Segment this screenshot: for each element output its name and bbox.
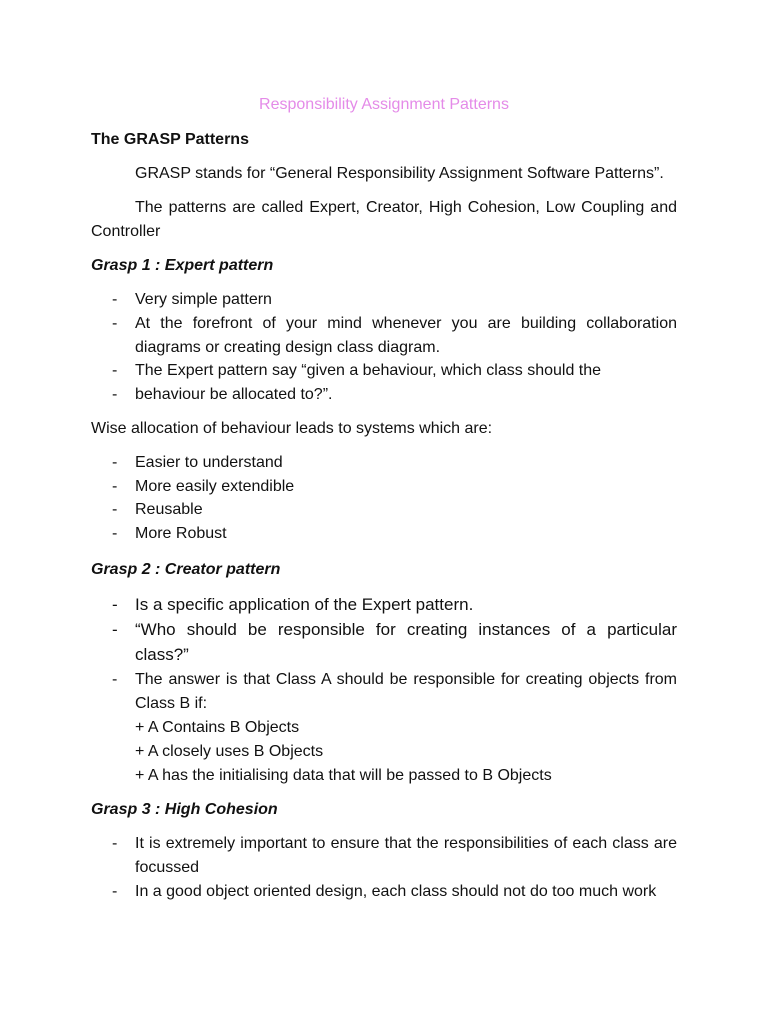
grasp1-heading: Grasp 1 : Expert pattern [91, 257, 274, 274]
bullet-dash: - [112, 835, 118, 852]
list-item-continued: + A has the initialising data that will be passed to B Objects [135, 767, 552, 784]
bullet-dash: - [112, 315, 118, 332]
list-item: At the forefront of your mind whenever you are building collaboration [135, 315, 677, 332]
bullet-dash: - [112, 883, 118, 900]
bullet-dash: - [112, 620, 118, 639]
list-item: The Expert pattern say “given a behaviour, which class should the [135, 362, 602, 379]
list-item: In a good object oriented design, each class should not do too much work [135, 883, 657, 900]
grasp-definition: GRASP stands for “General Responsibility Assignment Software Patterns”. [135, 165, 664, 182]
bullet-dash: - [112, 386, 118, 403]
list-item: More Robust [135, 525, 227, 542]
list-item: It is extremely important to ensure that the responsibilities of each class are [135, 835, 677, 852]
section-heading: The GRASP Patterns [91, 131, 249, 148]
list-item-continued: focussed [135, 859, 200, 876]
list-item-continued: + A closely uses B Objects [135, 743, 324, 760]
bullet-dash: - [112, 671, 118, 688]
list-item-continued: Class B if: [135, 695, 208, 712]
bullet-dash: - [112, 478, 118, 495]
list-item: Is a specific application of the Expert pattern. [135, 595, 474, 614]
bullet-dash: - [112, 501, 118, 518]
list-item-continued: + A Contains B Objects [135, 719, 300, 736]
page-title: Responsibility Assignment Patterns [259, 96, 509, 113]
list-item: behaviour be allocated to?”. [135, 386, 333, 403]
bullet-dash: - [112, 454, 118, 471]
patterns-line-2: Controller [91, 223, 161, 240]
list-item: Reusable [135, 501, 203, 518]
list-item-continued: diagrams or creating design class diagram. [135, 339, 441, 356]
list-item: More easily extendible [135, 478, 295, 495]
list-item: Easier to understand [135, 454, 283, 471]
bullet-dash: - [112, 595, 118, 614]
grasp2-heading: Grasp 2 : Creator pattern [91, 561, 281, 578]
list-item: Very simple pattern [135, 291, 272, 308]
list-item-continued: class?” [135, 645, 189, 664]
bullet-dash: - [112, 291, 118, 308]
wise-allocation-text: Wise allocation of behaviour leads to systems which are: [91, 420, 493, 437]
bullet-dash: - [112, 525, 118, 542]
patterns-line-1: The patterns are called Expert, Creator, High Cohesion, Low Coupling and [135, 199, 677, 216]
list-item: “Who should be responsible for creating instances of a particular [135, 620, 677, 639]
list-item: The answer is that Class A should be responsible for creating objects from [135, 671, 677, 688]
grasp3-heading: Grasp 3 : High Cohesion [91, 801, 278, 818]
bullet-dash: - [112, 362, 118, 379]
